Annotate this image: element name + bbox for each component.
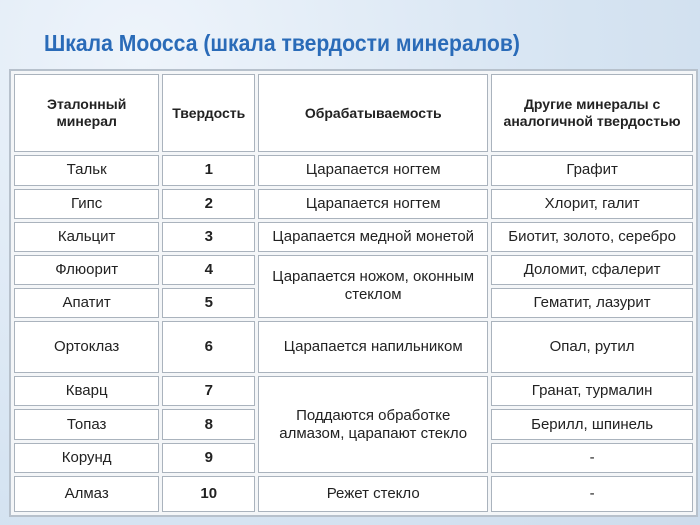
other-minerals-cell: Опал, рутил bbox=[491, 321, 693, 373]
mineral-cell: Гипс bbox=[14, 189, 159, 219]
processing-cell: Поддаются обработке алмазом, царапают стекло bbox=[258, 376, 488, 472]
other-minerals-cell: Гранат, турмалин bbox=[491, 376, 693, 406]
other-minerals-cell: Гематит, лазурит bbox=[491, 288, 693, 318]
other-minerals-cell: Доломит, сфалерит bbox=[491, 255, 693, 285]
mineral-cell: Тальк bbox=[14, 155, 159, 185]
hardness-cell: 5 bbox=[162, 288, 255, 318]
mineral-cell: Апатит bbox=[14, 288, 159, 318]
mineral-cell: Алмаз bbox=[14, 476, 159, 512]
hardness-cell: 3 bbox=[162, 222, 255, 252]
table-header-row bbox=[14, 74, 693, 152]
mohs-scale-table bbox=[9, 69, 698, 517]
mineral-cell: Флюорит bbox=[14, 255, 159, 285]
hardness-cell: 9 bbox=[162, 443, 255, 473]
mineral-cell: Ортоклаз bbox=[14, 321, 159, 373]
table-row bbox=[14, 476, 693, 512]
other-minerals-cell: Хлорит, галит bbox=[491, 189, 693, 219]
table-row bbox=[14, 376, 693, 406]
page-title: Шкала Моосса (шкала твердости минералов) bbox=[44, 30, 520, 56]
processing-cell: Царапается медной монетой bbox=[258, 222, 488, 252]
table-row bbox=[14, 222, 693, 252]
other-minerals-cell: Графит bbox=[491, 155, 693, 185]
other-minerals-cell: Биотит, золото, серебро bbox=[491, 222, 693, 252]
header-processing: Обрабатываемость bbox=[258, 74, 488, 152]
mineral-cell: Топаз bbox=[14, 409, 159, 439]
hardness-cell: 4 bbox=[162, 255, 255, 285]
processing-cell: Царапается ногтем bbox=[258, 155, 488, 185]
table-row bbox=[14, 321, 693, 373]
hardness-cell: 8 bbox=[162, 409, 255, 439]
other-minerals-cell: - bbox=[491, 443, 693, 473]
mineral-cell: Кальцит bbox=[14, 222, 159, 252]
processing-cell: Режет стекло bbox=[258, 476, 488, 512]
other-minerals-cell: - bbox=[491, 476, 693, 512]
table-row bbox=[14, 155, 693, 185]
processing-cell: Царапается ногтем bbox=[258, 189, 488, 219]
mineral-cell: Корунд bbox=[14, 443, 159, 473]
processing-cell: Царапается напильником bbox=[258, 321, 488, 373]
other-minerals-cell: Берилл, шпинель bbox=[491, 409, 693, 439]
header-other-minerals: Другие минералы с аналогичной твердостью bbox=[491, 74, 693, 152]
hardness-cell: 2 bbox=[162, 189, 255, 219]
hardness-cell: 6 bbox=[162, 321, 255, 373]
processing-cell: Царапается ножом, оконным стеклом bbox=[258, 255, 488, 318]
header-mineral: Эталонный минерал bbox=[14, 74, 159, 152]
header-hardness: Твердость bbox=[162, 74, 255, 152]
table-row bbox=[14, 255, 693, 285]
table-row bbox=[14, 189, 693, 219]
hardness-cell: 1 bbox=[162, 155, 255, 185]
hardness-cell: 10 bbox=[162, 476, 255, 512]
mineral-cell: Кварц bbox=[14, 376, 159, 406]
hardness-cell: 7 bbox=[162, 376, 255, 406]
